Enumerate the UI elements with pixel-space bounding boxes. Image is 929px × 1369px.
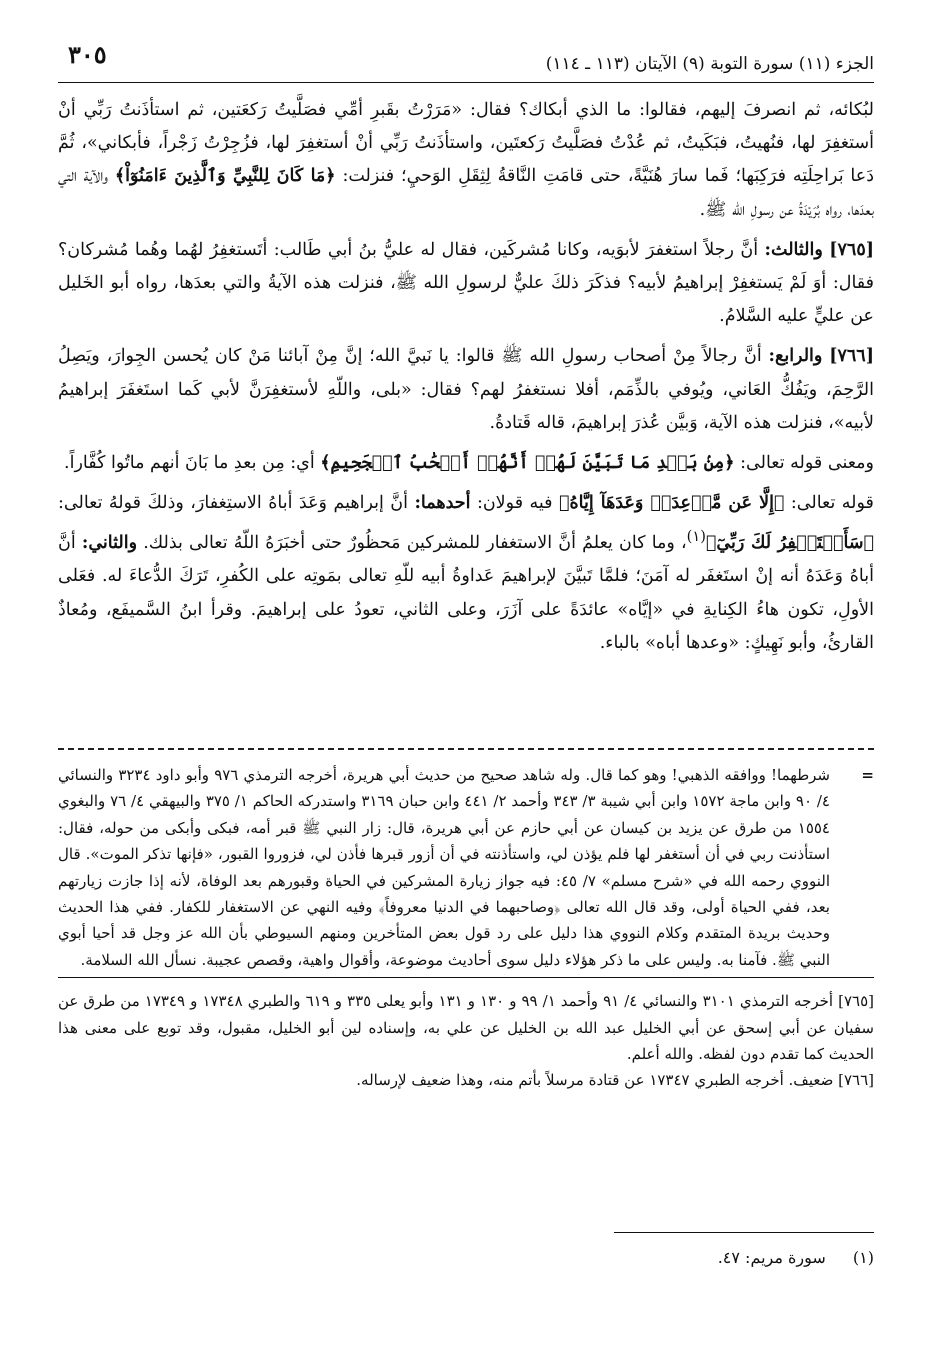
footnote-text: سورة مريم: ٤٧. (717, 1248, 826, 1267)
first-view-text: أنَّ إبراهيم وَعَدَ أباهُ الاستِغفارَ، وذلكَ قولهُ تعالى: (58, 493, 409, 514)
second-view-text: أنَّ أباهُ وَعَدَهُ أنه إنْ استَغفَر له آمَنَ؛ فلمَّا تَبيَّنَ لإبراهيمَ عَداوةُ أبيه للّهِ تعالى بمَوتِه على الكُفرِ، تَرَكَ الدُّعاءَ له. فعَلى الأولِ، تكون هاءُ الكِنايةِ في «إيَّاه» عائدَةً على آزَرَ، وعلى الثاني، تعودُ على إبراهيمَ. وقرأ ابنُ السَّميفَع، ومُعاذٌ القارئُ، وأبو نَهِيكٍ: «وعدها أباه» بالباء. (58, 533, 874, 653)
label-third: والثالث: (764, 239, 823, 260)
two-views-lead: قوله تعالى: (790, 493, 874, 514)
paragraph-1-end: والآية التي بعدَها، رواه بُرَيْدَةُ عن رسولِ الله ﷺ. (58, 166, 874, 220)
quran-quote: ﴿مِنۢ بَعۡدِ مَا تَبَيَّنَ لَهُمۡ أَنَّهُمۡ أَصۡحَٰبُ ٱلۡجَحِيمِ﴾ (320, 453, 735, 474)
hadith-ref-766: [٧٦٦] (829, 346, 874, 367)
paragraph-two-views (58, 487, 874, 660)
running-head: الجزء (١١) سورة التوبة (٩) الآيتان (١١٣ ـ ١١٤) (545, 54, 874, 74)
takhrij-notes (58, 762, 874, 1094)
note-765 (58, 988, 874, 1067)
header-rule (58, 82, 874, 83)
note-766 (58, 1067, 874, 1093)
paragraph-766 (58, 340, 874, 440)
paragraph-1-text: لبُكائه، ثم انصرفَ إليهم، فقالوا: ما الذي أبكاك؟ فقال: «مَرَرْتُ بقَبرِ أمِّي فصَلَّيتُ رَكعَتين، ثم استأذَنتُ رَبِّي أنْ أستغفِرَ لها، فنُهيتُ، فبَكَيتُ، ثم عُدْتُ فصَلَّيتُ رَكعتَين، واستأذَنتُ رَبِّي أنْ أستغفِرَ لها، فزُجِرْتُ زَجْراً، فأبكاني»، ثُمَّ دَعا بَراحِلَتِه فرَكِبَها؛ فَما سارَ هُنَيَّةً، حتى قامَتِ النَّاقةُ لِثِقَلِ الوَحيِ؛ فنزلت: (58, 100, 874, 187)
paragraph-1 (58, 94, 874, 227)
label-first-view: أحدهما: (414, 493, 471, 514)
note-765-mark: [٧٦٥] (838, 992, 874, 1011)
hadith-ref-765: [٧٦٥] (829, 239, 874, 260)
quran-quote: ﴿مَا كَانَ لِلنَّبِيِّ وَٱلَّذِينَ ءَامَنُوٓاْ﴾ (114, 166, 336, 187)
continuation-mark: = (861, 766, 874, 784)
footnote-reference[interactable]: (١) (686, 528, 706, 546)
first-view-end: ، وما كان يعلمُ أنَّ الاستغفار للمشركين مَحظُورٌ حتى أخبَرَهُ اللّهُ تعالى بذلك. (143, 533, 687, 554)
page-header (58, 36, 874, 76)
page-number: ٣٠٥ (68, 40, 107, 69)
quran-quote: ﴿إِلَّا عَن مَّوۡعِدَةٖ وَعَدَهَآ إِيَّاهُ﴾ (559, 493, 785, 514)
paragraph-765-text: أنَّ رجلاً استغفرَ لأبوَيه، وكانا مُشركَين، فقال له عليُّ بنُ أبي طَالب: أتَستغفِرُ لهُما وهُما مُشركان؟ فقال: أوَ لَمْ يَستغفِرْ إبراهيمُ لأبيه؟ فذكَرَ ذلكَ عليٌّ لرسولِ الله ﷺ، فنزلت هذه الآيةُ والتي بعدَها، رواه أبو الخَليل عن عليٍّ عليه السَّلامُ. (58, 239, 874, 327)
main-text (58, 94, 874, 667)
footnote (58, 1244, 874, 1272)
meaning-lead: ومعنى قوله تعالى: (740, 453, 874, 474)
meaning-tail: أي: مِن بعدِ ما بَانَ أنهم ماتُوا كُفَّاراً. (64, 453, 315, 474)
footnote-rule (614, 1232, 874, 1233)
label-fourth: والرابع: (768, 346, 823, 367)
footnote-number: (١) (852, 1248, 874, 1267)
paragraph-765 (58, 234, 874, 334)
paragraph-meaning (58, 447, 874, 480)
paragraph-766-text: أنَّ رجالاً مِنْ أصحاب رسولِ الله ﷺ قالوا: يا نَبيَّ الله؛ إنَّ مِنْ آبائنا مَنْ كان يُحسن الجِوارَ، ويَصِلُ الرَّحِمَ، ويَفُكُّ العَاني، ويُوفي بالذِّمَم، أفلا نستغفرُ لهم؟ فقال: «بلى، واللّهِ لأستغفِرَنَّ لأبي كَما استَغفَرَ إبراهيمُ لأبيه»، فنزلت هذه الآية، وَبيَّن عُذرَ إبراهيمَ، قاله قَتادةُ. (58, 346, 874, 433)
note-766-text: ضعيف. أخرجه الطبري ١٧٣٤٧ عن قتادة مرسلاً بأتم منه، وهذا ضعيف لإرساله. (356, 1071, 834, 1090)
note-765-text: أخرجه الترمذي ٣١٠١ والنسائي ٤/ ٩١ وأحمد ١/ ٩٩ و ١٣٠ و ١٣١ وأبو يعلى ٣٣٥ و ٦١٩ والطبري ١٧٣٤٨ و ١٧٣٤٩ من طرق عن سفيان عن أبي إسحق عن أبي الخليل عبد الله بن الخليل عن علي به، وإسناده لين أبو الخليل، مقبول، وقد توبع على معنى هذا الحديث كما تقدم دون لفظه. والله أعلم. (58, 992, 874, 1064)
notes-separator (58, 748, 874, 750)
note-continuation-text: شرطهما! ووافقه الذهبي! وهو كما قال. وله شاهد صحيح من حديث أبي هريرة، أخرجه الترمذي ٩٧٦ وأبو داود ٣٢٣٤ والنسائي ٤/ ٩٠ وابن ماجة ١٥٧٢ وابن أبي شيبة ٣/ ٣٤٣ وأحمد ٢/ ٤٤١ وابن حبان ٣١٦٩ واستدركه الحاكم ١/ ٣٧٥ والبيهقي ٤/ ٧٦ والبغوي ١٥٥٤ من طرق عن يزيد بن كيسان عن أبي حازم عن أبي هريرة، قال: زار النبي ﷺ قبر أمه، فبكى وأبكى من حوله، فقال: استأذنت ربي في أن أستغفر لها فلم يؤذن لي، واستأذنته في أن أزور قبرها فأذن لي، فزوروا القبور، «فإنها تذكر الموت». قال النووي رحمه الله في «شرح مسلم» ٧/ ٤٥: فيه جواز زيارة المشركين في الحياة وقبورهم بعد الوفاة، لأنه إذا جازت زيارتهم بعد، ففي الحياة أولى، وقد قال الله تعالى ﴿وصاحبهما في الدنيا معروفاً﴾ وفيه النهي عن الاستغفار للكفار. ففي هذا الحديث وحديث بريدة المتقدم وكلام النووي هذا دليل على رد قول بعض المتأخرين ومنهم السيوطي بأن الله عز وجل قد أحيا أبوي النبي ﷺ. فآمنا به. وليس على ما ذكر هؤلاء دليل سوى أحاديث موضوعة، وأقوال واهية، وقصص عجيبة. نسأل الله السلامة. (58, 766, 830, 969)
two-views-intro: فيه قولان: (476, 493, 553, 514)
note-766-mark: [٧٦٦] (838, 1071, 874, 1090)
note-continuation (58, 762, 874, 978)
label-second-view: والثاني: (81, 533, 138, 554)
quran-quote: ﴿سَأَسۡتَغۡفِرُ لَكَ رَبِّيٓ﴾ (705, 533, 875, 554)
